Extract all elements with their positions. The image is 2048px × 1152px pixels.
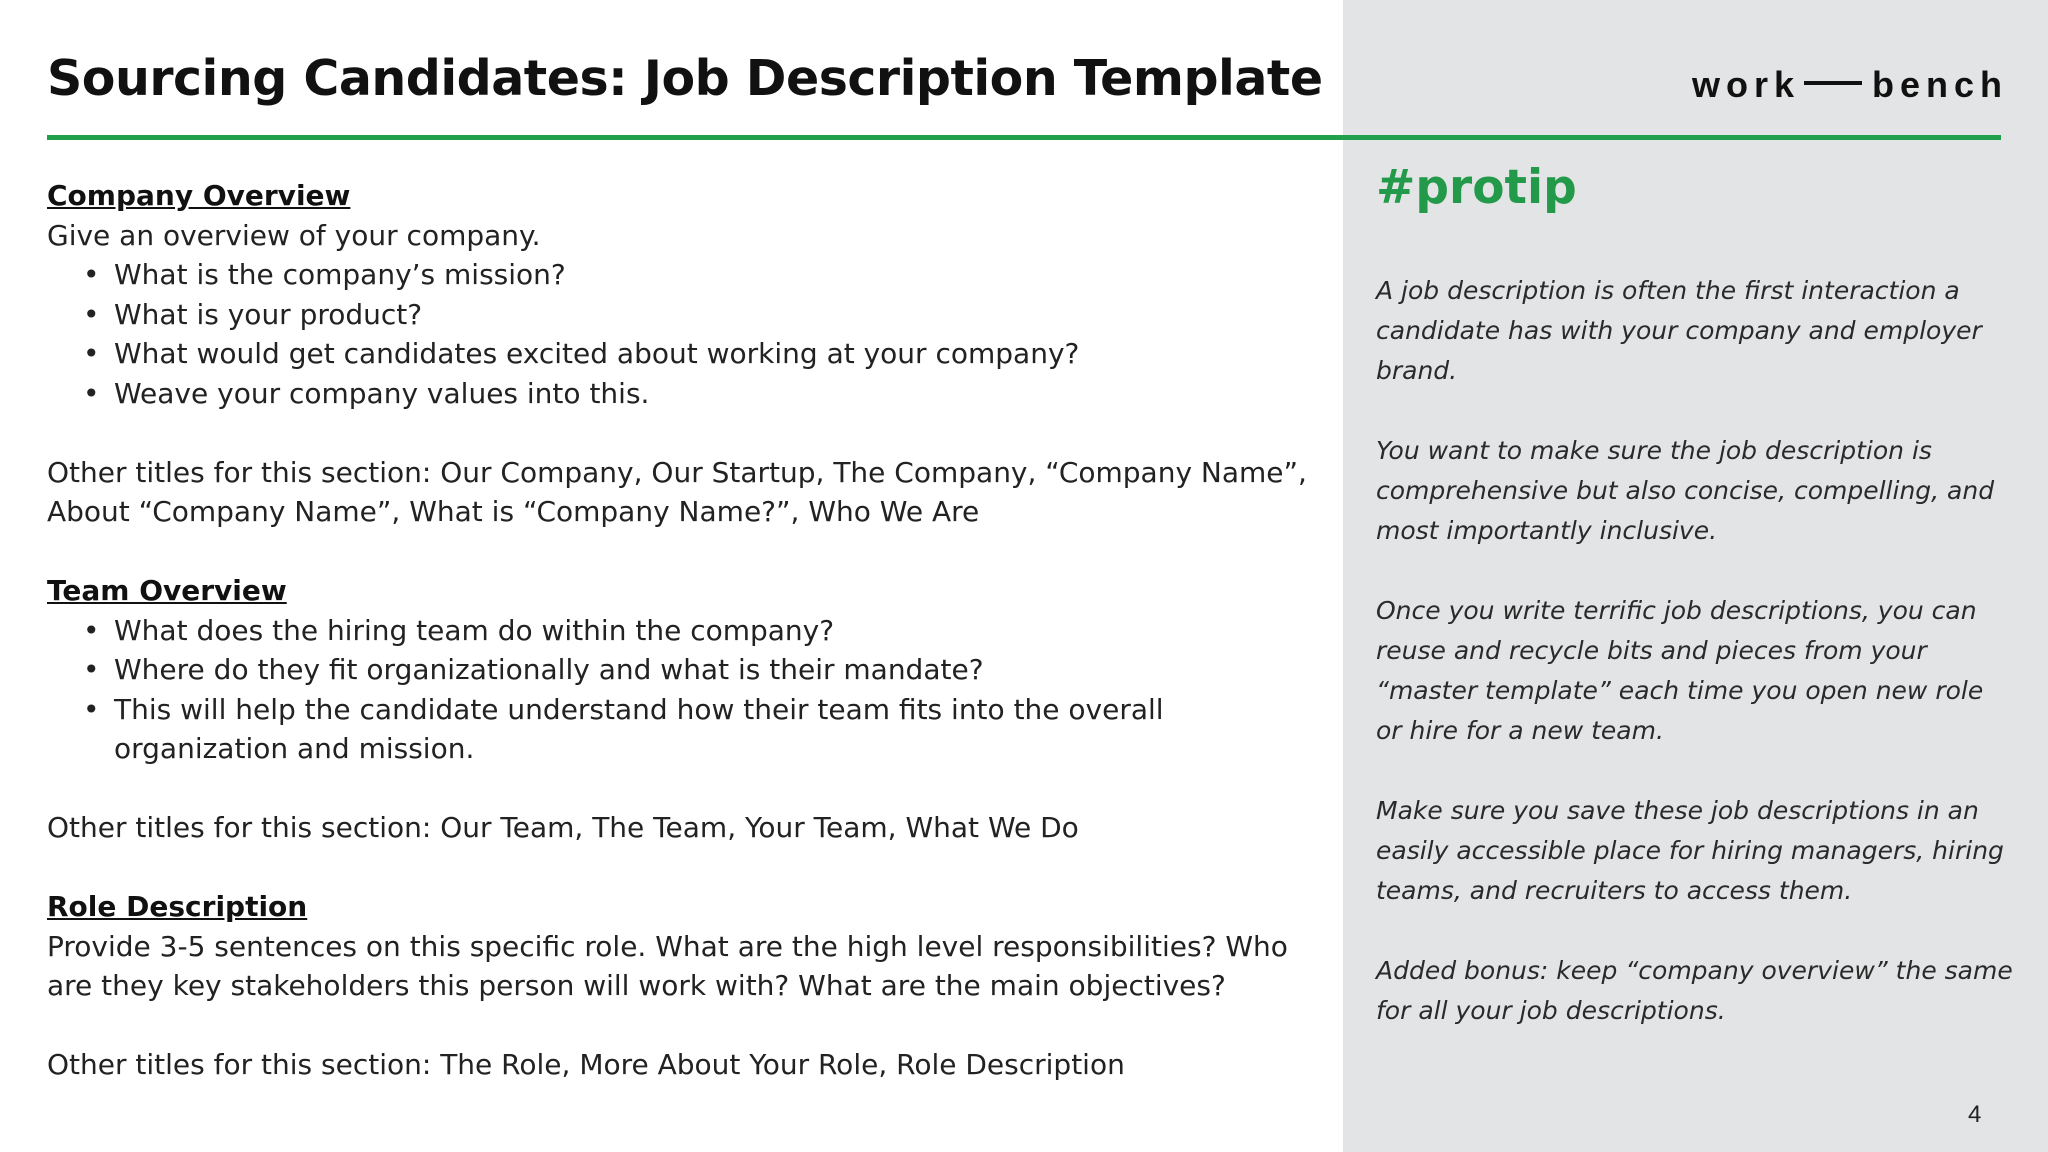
- company-overview-section: [47, 176, 1317, 532]
- logo-word-left: work: [1692, 64, 1801, 105]
- template-content: [47, 176, 1317, 1085]
- bullet-item: • What is your product?: [114, 295, 1317, 335]
- page-title: Sourcing Candidates: Job Description Template: [47, 50, 1323, 107]
- protip-paragraph: Once you write terrific job descriptions, you can reuse and recycle bits and pieces from your “master template” each time you open new role or hire for a new team.: [1376, 596, 1984, 745]
- workbench-logo: [1692, 60, 2008, 110]
- title-divider: [47, 135, 2001, 140]
- protip-paragraph: Added bonus: keep “company overview” the same for all your job descriptions.: [1376, 956, 2013, 1025]
- role-description-other-titles: Other titles for this section: The Role, More About Your Role, Role Description: [47, 1048, 1125, 1081]
- logo-word-right: bench: [1872, 64, 2009, 105]
- team-overview-heading: Team Overview: [47, 574, 287, 607]
- protip-paragraph: You want to make sure the job description is comprehensive but also concise, compelling, and most importantly inclusive.: [1376, 436, 1995, 545]
- company-overview-other-titles: Other titles for this section: Our Company, Our Startup, The Company, “Company Name”, About “Company Name”, What is “Company Name?”, Who We Are: [47, 455, 1307, 528]
- bullet-item: • Weave your company values into this.: [114, 374, 1317, 414]
- bullet-item: • What is the company’s mission?: [114, 255, 1317, 295]
- team-overview-section: [47, 571, 1317, 848]
- protip-title: #protip: [1376, 160, 1577, 215]
- protip-paragraph: Make sure you save these job descriptions in an easily accessible place for hiring managers, hiring teams, and recruiters to access them.: [1376, 796, 2004, 905]
- role-description-heading: Role Description: [47, 890, 308, 923]
- role-description-section: [47, 887, 1317, 1085]
- page-number: 4: [1968, 1101, 1982, 1128]
- company-overview-intro: Give an overview of your company.: [47, 218, 541, 252]
- protip-paragraph: A job description is often the first interaction a candidate has with your company and employer brand.: [1376, 276, 1982, 385]
- role-description-body: Provide 3-5 sentences on this specific role. What are the high level responsibilities? Who are they key stakeholders this person will work with? What are the main objectives?: [47, 929, 1288, 1002]
- bullet-item: • What would get candidates excited about working at your company?: [114, 334, 1317, 374]
- company-overview-heading: Company Overview: [47, 179, 351, 212]
- team-overview-other-titles: Other titles for this section: Our Team, The Team, Your Team, What We Do: [47, 811, 1079, 844]
- protip-body: [1376, 271, 2016, 1071]
- bullet-item: • What does the hiring team do within the company?: [114, 611, 1317, 651]
- bullet-item: • This will help the candidate understand how their team fits into the overall organization and mission.: [114, 690, 1317, 769]
- team-overview-bullets: [47, 611, 1317, 769]
- bullet-item: • Where do they fit organizationally and what is their mandate?: [114, 650, 1317, 690]
- company-overview-bullets: [47, 255, 1317, 413]
- logo-dash: [1804, 81, 1862, 85]
